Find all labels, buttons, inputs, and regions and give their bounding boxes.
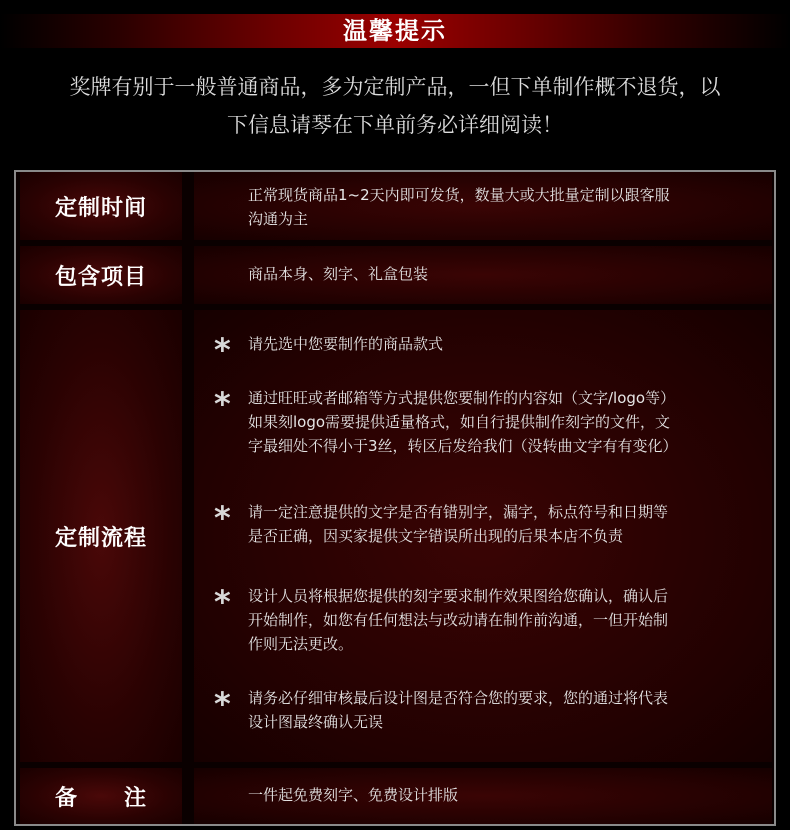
process-step-line: 设计图最终确认无误 — [248, 713, 384, 731]
intro-notice — [20, 68, 770, 144]
process-step-5 — [214, 685, 768, 734]
row-note — [20, 768, 772, 824]
row-label-custom-process: 定制流程 — [54, 524, 147, 551]
process-step-line: 作则无法更改。 — [248, 635, 354, 653]
process-step-line: 通过旺旺或者邮箱等方式提供您要制作的内容如（文字/logo等） — [248, 389, 676, 407]
process-step-3 — [214, 499, 768, 548]
included-items-text: 商品本身、刻字、礼盒包装 — [248, 265, 429, 283]
row-label-included-items: 包含项目 — [54, 263, 147, 290]
row-label-cell — [20, 246, 182, 304]
process-step-line: 请先选中您要制作的商品款式 — [248, 335, 444, 353]
note-text: 一件起免费刻字、免费设计排版 — [248, 786, 459, 804]
custom-time-line-1: 正常现货商品1~2天内即可发货，数量大或大批量定制以跟客服 — [248, 186, 670, 204]
process-step-line: 如果刻logo需要提供适量格式，如自行提供制作刻字的文件，文 — [248, 413, 671, 431]
process-step-line: 请务必仔细审核最后设计图是否符合您的要求，您的通过将代表 — [248, 689, 669, 707]
star-bullet-icon: * — [214, 685, 231, 723]
row-included-items — [20, 246, 772, 304]
process-step-line: 设计人员将根据您提供的刻字要求制作效果图给您确认，确认后 — [248, 587, 669, 605]
title-bar — [0, 14, 790, 48]
row-value-cell — [194, 310, 772, 762]
row-label-cell — [20, 768, 182, 824]
intro-line-2: 下信息请琴在下单前务必详细阅读！ — [227, 113, 563, 137]
process-step-line: 开始制作，如您有任何想法与改动请在制作前沟通，一但开始制 — [248, 611, 669, 629]
row-value-cell — [194, 768, 772, 824]
star-bullet-icon: * — [214, 499, 231, 537]
star-bullet-icon: * — [214, 385, 231, 423]
page-title: 温馨提示 — [343, 16, 447, 45]
star-bullet-icon: * — [214, 331, 231, 369]
row-label-cell — [20, 172, 182, 240]
info-table — [14, 170, 776, 826]
process-step-line: 字最细处不得小于3丝，转区后发给我们（没转曲文字有有变化） — [248, 437, 678, 455]
process-step-2 — [214, 385, 768, 458]
process-step-line: 是否正确，因买家提供文字错误所出现的后果本店不负责 — [248, 527, 624, 545]
process-step-4 — [214, 583, 768, 656]
row-value-cell — [194, 172, 772, 240]
process-step-1 — [214, 331, 768, 369]
row-custom-process — [20, 310, 772, 762]
process-step-line: 请一定注意提供的文字是否有错别字，漏字，标点符号和日期等 — [248, 503, 669, 521]
star-bullet-icon: * — [214, 583, 231, 621]
row-label-cell — [20, 310, 182, 762]
row-label-note: 备 注 — [54, 784, 147, 811]
row-value-cell — [194, 246, 772, 304]
row-custom-time — [20, 172, 772, 240]
intro-line-1: 奖牌有别于一般普通商品，多为定制产品，一但下单制作概不退货，以 — [69, 75, 721, 99]
custom-time-line-2: 沟通为主 — [248, 210, 309, 228]
row-label-custom-time: 定制时间 — [54, 194, 147, 221]
